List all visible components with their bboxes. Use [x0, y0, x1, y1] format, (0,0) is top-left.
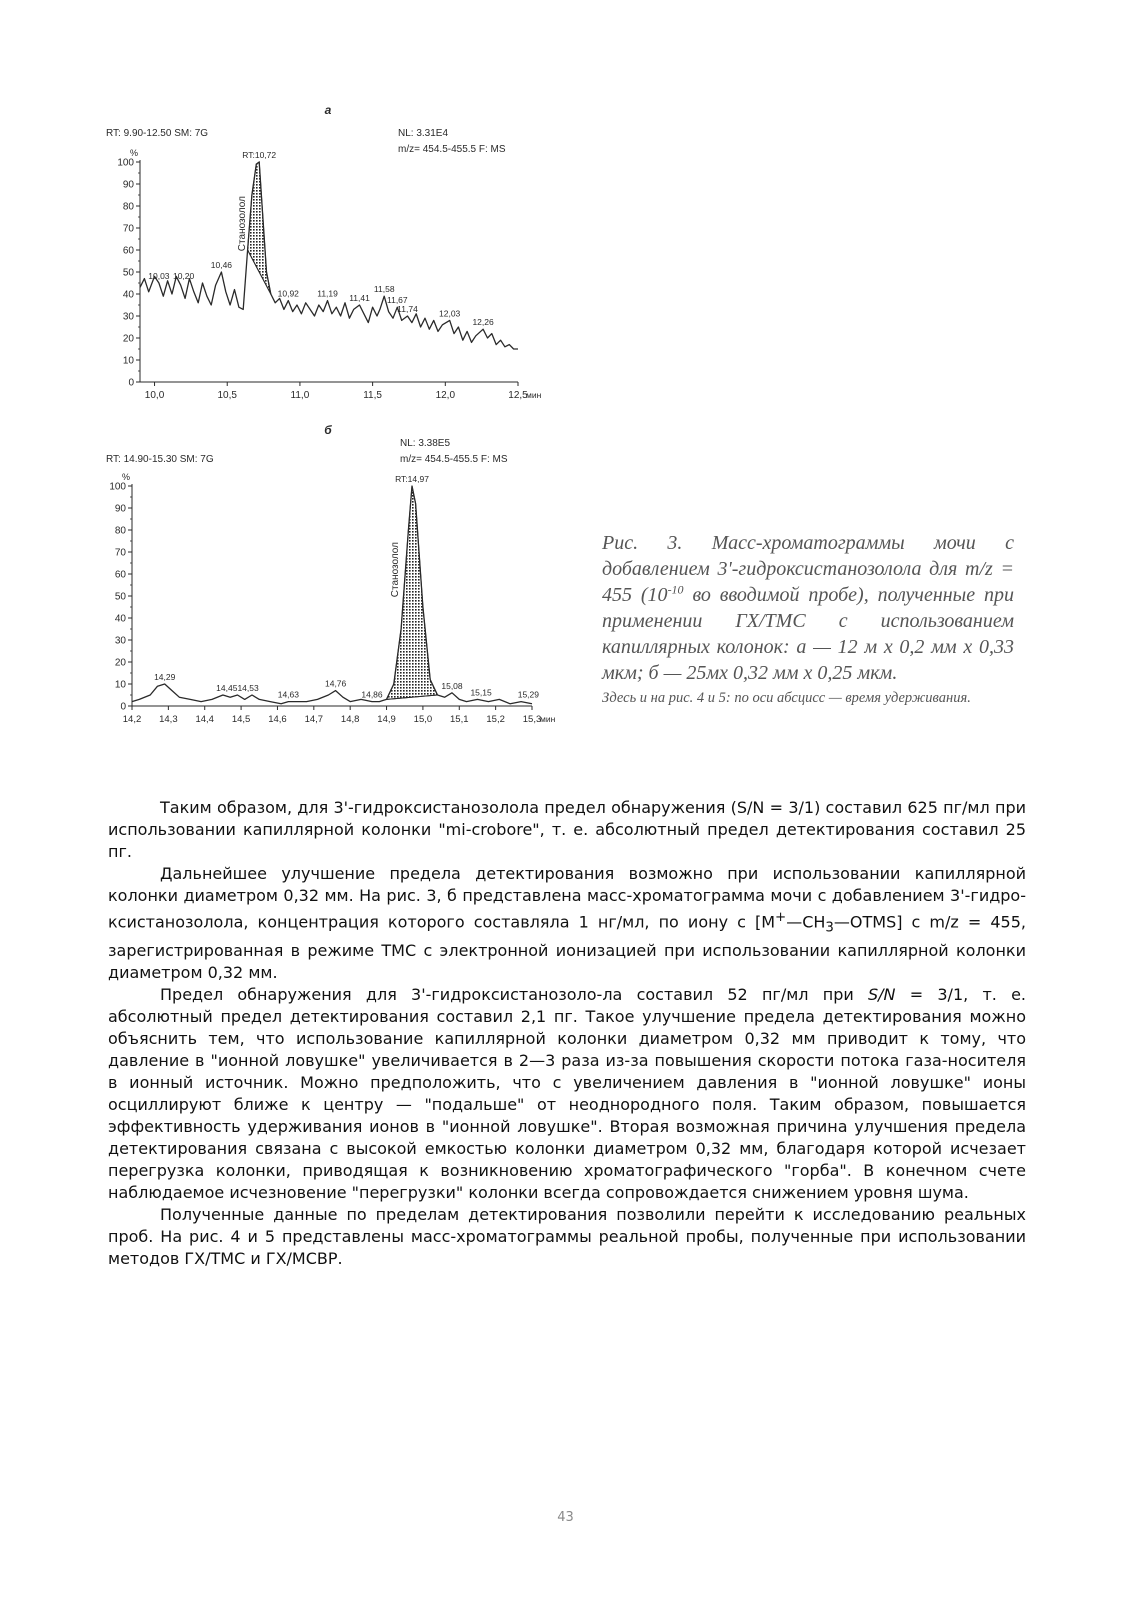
paragraph-3: [108, 984, 1026, 1204]
chart-a-compound-label: Станозолол: [237, 196, 249, 252]
chart-a-header-left: RT: 9.90-12.50 SM: 7G: [106, 128, 209, 139]
chart-a-y-tick-label: 80: [122, 201, 134, 213]
chart-b-x-unit: мин: [540, 714, 556, 724]
chart-a-y-tick-label: 60: [122, 245, 134, 257]
chart-b-x-tick-label: 14,9: [377, 714, 396, 725]
chart-a-peak-annotation: 11,67: [387, 295, 408, 306]
chart-b-y-tick-label: 0: [120, 701, 126, 713]
chart-a-y-tick-label: 70: [122, 223, 134, 235]
chart-b-trace-line: [132, 486, 532, 704]
chart-b-header-left: RT: 14.90-15.30 SM: 7G: [106, 454, 214, 465]
chart-b-peak-annotation: 15,08: [441, 680, 463, 691]
chart-b-y-tick-label: 80: [114, 525, 126, 537]
chart-b-peak-rt-label: RT:14,97: [395, 474, 429, 484]
chart-a-peak-annotation: 11,19: [317, 288, 338, 299]
paragraph-2-text-a: Дальнейшее улучшение предела детектирования возможно при использовании капиллярной колонки диаметром 0,32 мм. На рис. 3, б представлена масс-хроматограмма мочи с добавлением 3'-гидро-ксистанозолола, концентрация которого составляла 1 нг/мл, по иону с [M: [108, 864, 1026, 932]
caption-exponent: -10: [667, 582, 684, 597]
chart-a-header-nl: NL: 3.31E4: [398, 128, 449, 139]
chart-a-trace-line: [140, 162, 518, 349]
chart-a-peak-rt-label: RT:10,72: [242, 150, 277, 160]
chart-a-x-tick-label: 10,0: [144, 390, 165, 401]
chart-b-peak-annotation: 14,63: [277, 689, 300, 700]
chart-a-x-tick-label: 11,0: [290, 390, 310, 401]
chart-b-x-tick-label: 14,4: [195, 714, 214, 725]
chart-a-peak-annotation: 11,41: [349, 293, 370, 303]
chromatogram-b: [100, 420, 580, 740]
figure-caption: [602, 530, 1014, 708]
chart-b-x-tick-label: 14,3: [159, 714, 178, 725]
chart-b-y-tick-label: 90: [114, 503, 126, 515]
chart-b-x-tick-label: 15,3: [522, 714, 542, 725]
chart-b-y-tick-label: 10: [114, 679, 126, 691]
chart-b-x-tick-label: 14,2: [122, 714, 142, 725]
caption-note: Здесь и на рис. 4 и 5: по оси абсцисс — время удерживания.: [602, 690, 971, 706]
chart-a-x-tick-label: 12,5: [508, 390, 528, 401]
chart-b-x-tick-label: 15,1: [450, 714, 469, 725]
chart-b-compound-label: Станозолол: [390, 542, 401, 598]
chart-a-header-mz: m/z= 454.5-455.5 F: MS: [398, 144, 506, 155]
paragraph-4: Полученные данные по пределам детектирования позволили перейти к исследованию реальных проб. На рис. 4 и 5 представлены масс-хроматограммы реальной пробы, полученные при использовании методов ГХ/ТМС и ГХ/МСВР.: [108, 1204, 1026, 1268]
chart-b-y-tick-label: 20: [114, 657, 126, 669]
chart-b-peak-annotation: 14,4514,53: [216, 683, 259, 693]
ion-subscript: 3: [825, 920, 834, 936]
chart-a-peak-annotation: 12,26: [472, 317, 494, 328]
chart-a-x-tick-label: 10,5: [217, 390, 237, 401]
paragraph-2: [108, 863, 1026, 984]
chart-b-x-tick-label: 15,2: [486, 714, 505, 725]
paragraph-3-text-a: Предел обнаружения для 3'-гидроксистанозоло-ла составил 52 пг/мл при: [160, 984, 868, 1004]
chart-b-panel-label: б: [324, 423, 332, 437]
chart-b-x-tick-label: 14,6: [268, 714, 287, 725]
chart-a-peak-annotation: 10,20: [172, 271, 195, 281]
chart-b-peak-annotation: 14,86: [361, 689, 383, 700]
chart-a-y-tick-label: 30: [122, 311, 134, 323]
chart-a-peak-annotation: 11,58: [373, 284, 395, 295]
chart-b-peak-annotation: 15,29: [517, 689, 540, 700]
caption-main: [602, 530, 1014, 686]
chart-a-ylabel: %: [130, 148, 139, 158]
chart-a-x-unit: мин: [526, 390, 542, 400]
chart-b-y-tick-label: 40: [114, 613, 126, 625]
chart-b-x-tick-label: 14,7: [304, 714, 324, 725]
caption-text-1: Рис. 3. Масс-хроматограммы мочи с добавлением 3'-гидроксистанозолола для m/z = 455 (10: [602, 532, 1014, 606]
chart-b-header-mz: m/z= 454.5-455.5 F: MS: [400, 454, 508, 465]
chart-a-peak-annotation: 12,03: [439, 308, 461, 319]
ion-charge: +: [775, 910, 787, 925]
chart-a-x-tick-label: 12,0: [435, 390, 456, 401]
chart-b-ylabel: %: [122, 472, 131, 482]
chart-b-y-tick-label: 50: [114, 591, 126, 603]
chart-a-peak-annotation: 10,46: [210, 260, 233, 270]
chart-a-peak-annotation: 11,74: [397, 304, 418, 314]
paragraph-3-text-b: = 3/1, т. е. абсолютный предел детектирования составил 2,1 пг. Такое улучшение предела детектирования можно объяснить тем, что использование капиллярной колонки диаметром 0,32 мм приводит к тому, что давление в "ионной ловушке" увеличивается в 2—3 раза из-за повышения скорости потока газа-носителя в ионный источник. Можно предположить, что с увеличением давления в "ионной ловушке" ионы осциллируют ближе к центру — "подальше" от неоднородного поля. Таким образом, повышается эффективность удерживания ионов в "ионной ловушке". Вторая возможная причина улучшения предела детектирования связана с высокой емкостью колонки диаметром 0,32 мм, благодаря которой исчезает перегрузка колонки, приводящая к возникновению хроматографического "горба". В конечном счете наблюдаемое исчезновение "перегрузки" колонки всегда сопровождается снижением уровня шума.: [108, 984, 1027, 1202]
chart-a-y-tick-label: 100: [117, 157, 134, 169]
caption-text-2: во вводимой пробе), полученные при применении ГХ/ТМС с использованием капиллярных колонок: а — 12 м х 0,2 мм х 0,33 мкм; б — 25мх 0,32 мм х 0,25 мкм.: [602, 584, 1014, 684]
paragraph-1: Таким образом, для 3'-гидроксистанозолола предел обнаружения (S/N = 3/1) составил 625 пг/мл при использовании капиллярной колонки "mi-crobore", т. е. абсолютный предел детектирования составил 25 пг.: [108, 798, 1026, 861]
chart-a-y-tick-label: 0: [128, 377, 134, 389]
chart-a-y-tick-label: 20: [122, 333, 134, 345]
chart-b-x-tick-label: 15,0: [413, 714, 433, 725]
page-number: 43: [557, 1510, 574, 1525]
chart-b-peak-annotation: 15,15: [470, 687, 492, 698]
body-text: [108, 797, 1026, 1270]
chart-a-panel-label: а: [324, 103, 332, 117]
chart-b-peak-annotation: 14,76: [324, 678, 347, 689]
signal-to-noise-term: S/N: [868, 984, 896, 1004]
paragraph-2-ion-mid: —CH: [786, 912, 826, 932]
chart-b-header-nl: NL: 3.38E5: [400, 438, 451, 449]
chart-b-x-tick-label: 14,8: [340, 714, 360, 725]
chart-a-peak-annotation: 10,92: [277, 288, 299, 299]
chart-a-y-tick-label: 10: [122, 355, 134, 367]
chromatogram-a: [100, 100, 580, 410]
chart-b-y-tick-label: 100: [109, 481, 126, 493]
chart-a-y-tick-label: 50: [122, 267, 134, 279]
chart-b-y-tick-label: 30: [114, 635, 126, 647]
chart-a-y-tick-label: 90: [122, 179, 134, 191]
paragraph-2-text-b: —OTMS] с m/z = 455, зарегистрированная в режиме ТМС с электронной ионизацией при использовании капиллярной колонки диаметром 0,32 мм.: [108, 912, 1026, 982]
chart-b-y-tick-label: 70: [114, 547, 126, 559]
chart-a-peak-annotation: 10,03: [148, 271, 170, 281]
chart-a-x-tick-label: 11,5: [363, 390, 382, 401]
chart-b-y-tick-label: 60: [114, 569, 126, 581]
chart-b-x-tick-label: 14,5: [231, 714, 251, 725]
chart-a-y-tick-label: 40: [122, 289, 134, 301]
chart-b-peak-annotation: 14,29: [154, 672, 176, 682]
